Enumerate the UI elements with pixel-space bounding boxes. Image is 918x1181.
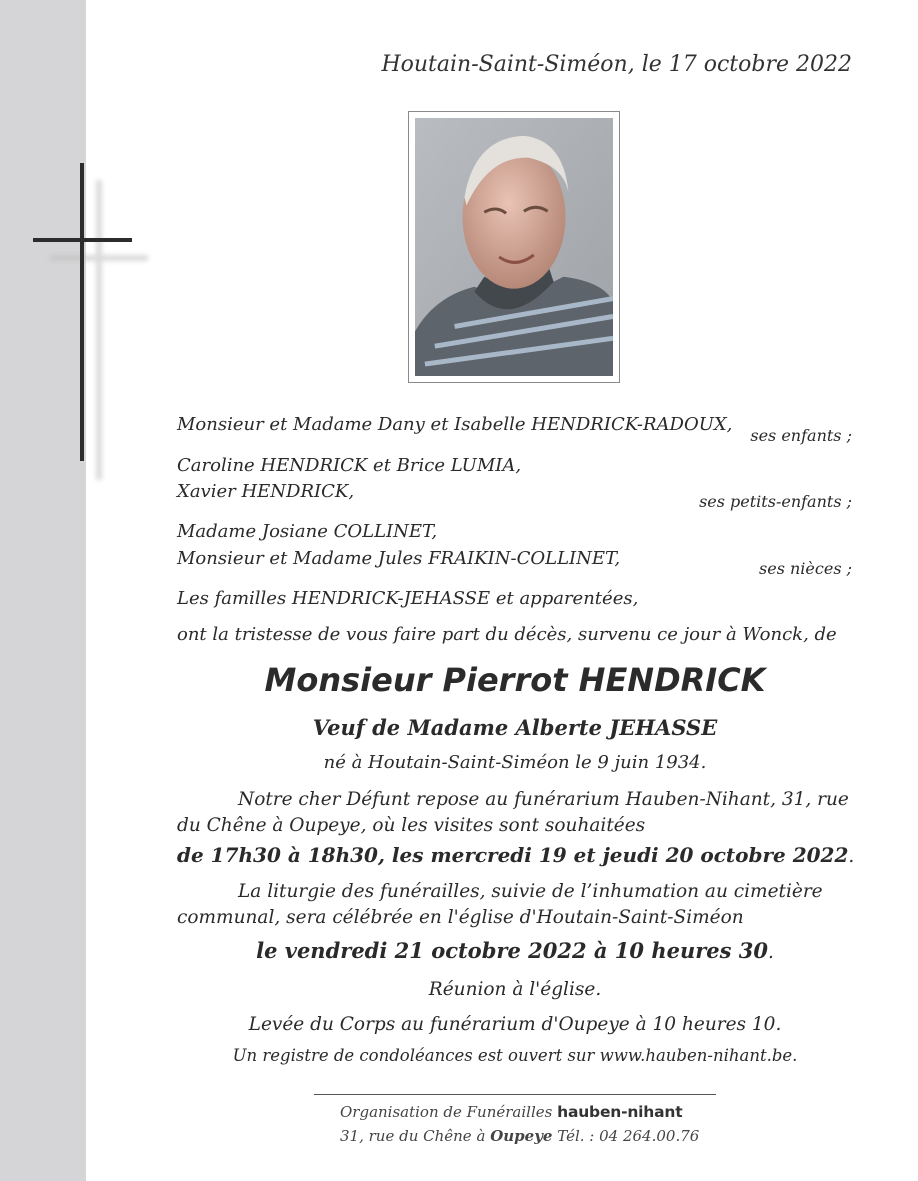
family-line: Monsieur et Madame Jules FRAIKIN-COLLINET,	[177, 548, 621, 569]
funeral-date: le vendredi 21 octobre 2022 à 10 heures 30	[256, 938, 768, 963]
family-line: Les familles HENDRICK-JEHASSE et apparentées,	[177, 588, 639, 609]
family-line: Monsieur et Madame Dany et Isabelle HENDRICK-RADOUX,	[177, 414, 733, 435]
family-line: Caroline HENDRICK et Brice LUMIA,	[177, 455, 522, 476]
funeral-line: communal, sera célébrée en l'église d'Houtain-Saint-Siméon	[177, 907, 744, 928]
phone: Tél. : 04 264.00.76	[557, 1127, 700, 1145]
place-date: Houtain-Saint-Siméon, le 17 octobre 2022	[381, 52, 852, 77]
family-line: Xavier HENDRICK,	[177, 481, 355, 502]
visitation-times-wrap	[177, 843, 853, 870]
footer-org	[340, 1103, 682, 1121]
brand-logo: hauben-nihant	[557, 1103, 683, 1121]
address-town: Oupeye	[490, 1127, 553, 1145]
family-role: ses petits-enfants ;	[699, 492, 852, 511]
visitation-period: .	[848, 846, 855, 867]
visitation-line: Notre cher Défunt repose au funérarium Hauben-Nihant, 31, rue	[238, 789, 849, 810]
portrait-photo	[415, 118, 613, 376]
address-prefix: 31, rue du Chêne à	[340, 1127, 486, 1145]
family-line: Madame Josiane COLLINET,	[177, 521, 438, 542]
announcement: ont la tristesse de vous faire part du décès, survenu ce jour à Wonck, de	[177, 624, 837, 645]
meeting-info: Réunion à l'église.	[428, 979, 602, 1000]
family-role: ses enfants ;	[750, 426, 852, 445]
footer-divider	[314, 1094, 716, 1095]
family-role: ses nièces ;	[759, 559, 852, 578]
funeral-date-wrap	[177, 938, 853, 966]
visitation-times: de 17h30 à 18h30, les mercredi 19 et jeudi 20 octobre 2022	[177, 843, 849, 867]
levee-info: Levée du Corps au funérarium d'Oupeye à 10 heures 10.	[248, 1014, 782, 1035]
deceased-name: Monsieur Pierrot HENDRICK	[264, 661, 766, 699]
birth-info: né à Houtain-Saint-Siméon le 9 juin 1934.	[323, 752, 707, 773]
org-prefix: Organisation de Funérailles	[340, 1103, 553, 1121]
cross-icon	[0, 0, 160, 500]
footer-address	[340, 1127, 699, 1145]
funeral-line: La liturgie des funérailles, suivie de l’inhumation au cimetière	[238, 881, 823, 902]
visitation-line: du Chêne à Oupeye, où les visites sont souhaitées	[177, 815, 646, 836]
registry-info: Un registre de condoléances est ouvert sur www.hauben-nihant.be.	[232, 1046, 798, 1065]
portrait-frame	[408, 111, 620, 383]
widow-of: Veuf de Madame Alberte JEHASSE	[312, 715, 718, 740]
funeral-period: .	[768, 942, 774, 963]
